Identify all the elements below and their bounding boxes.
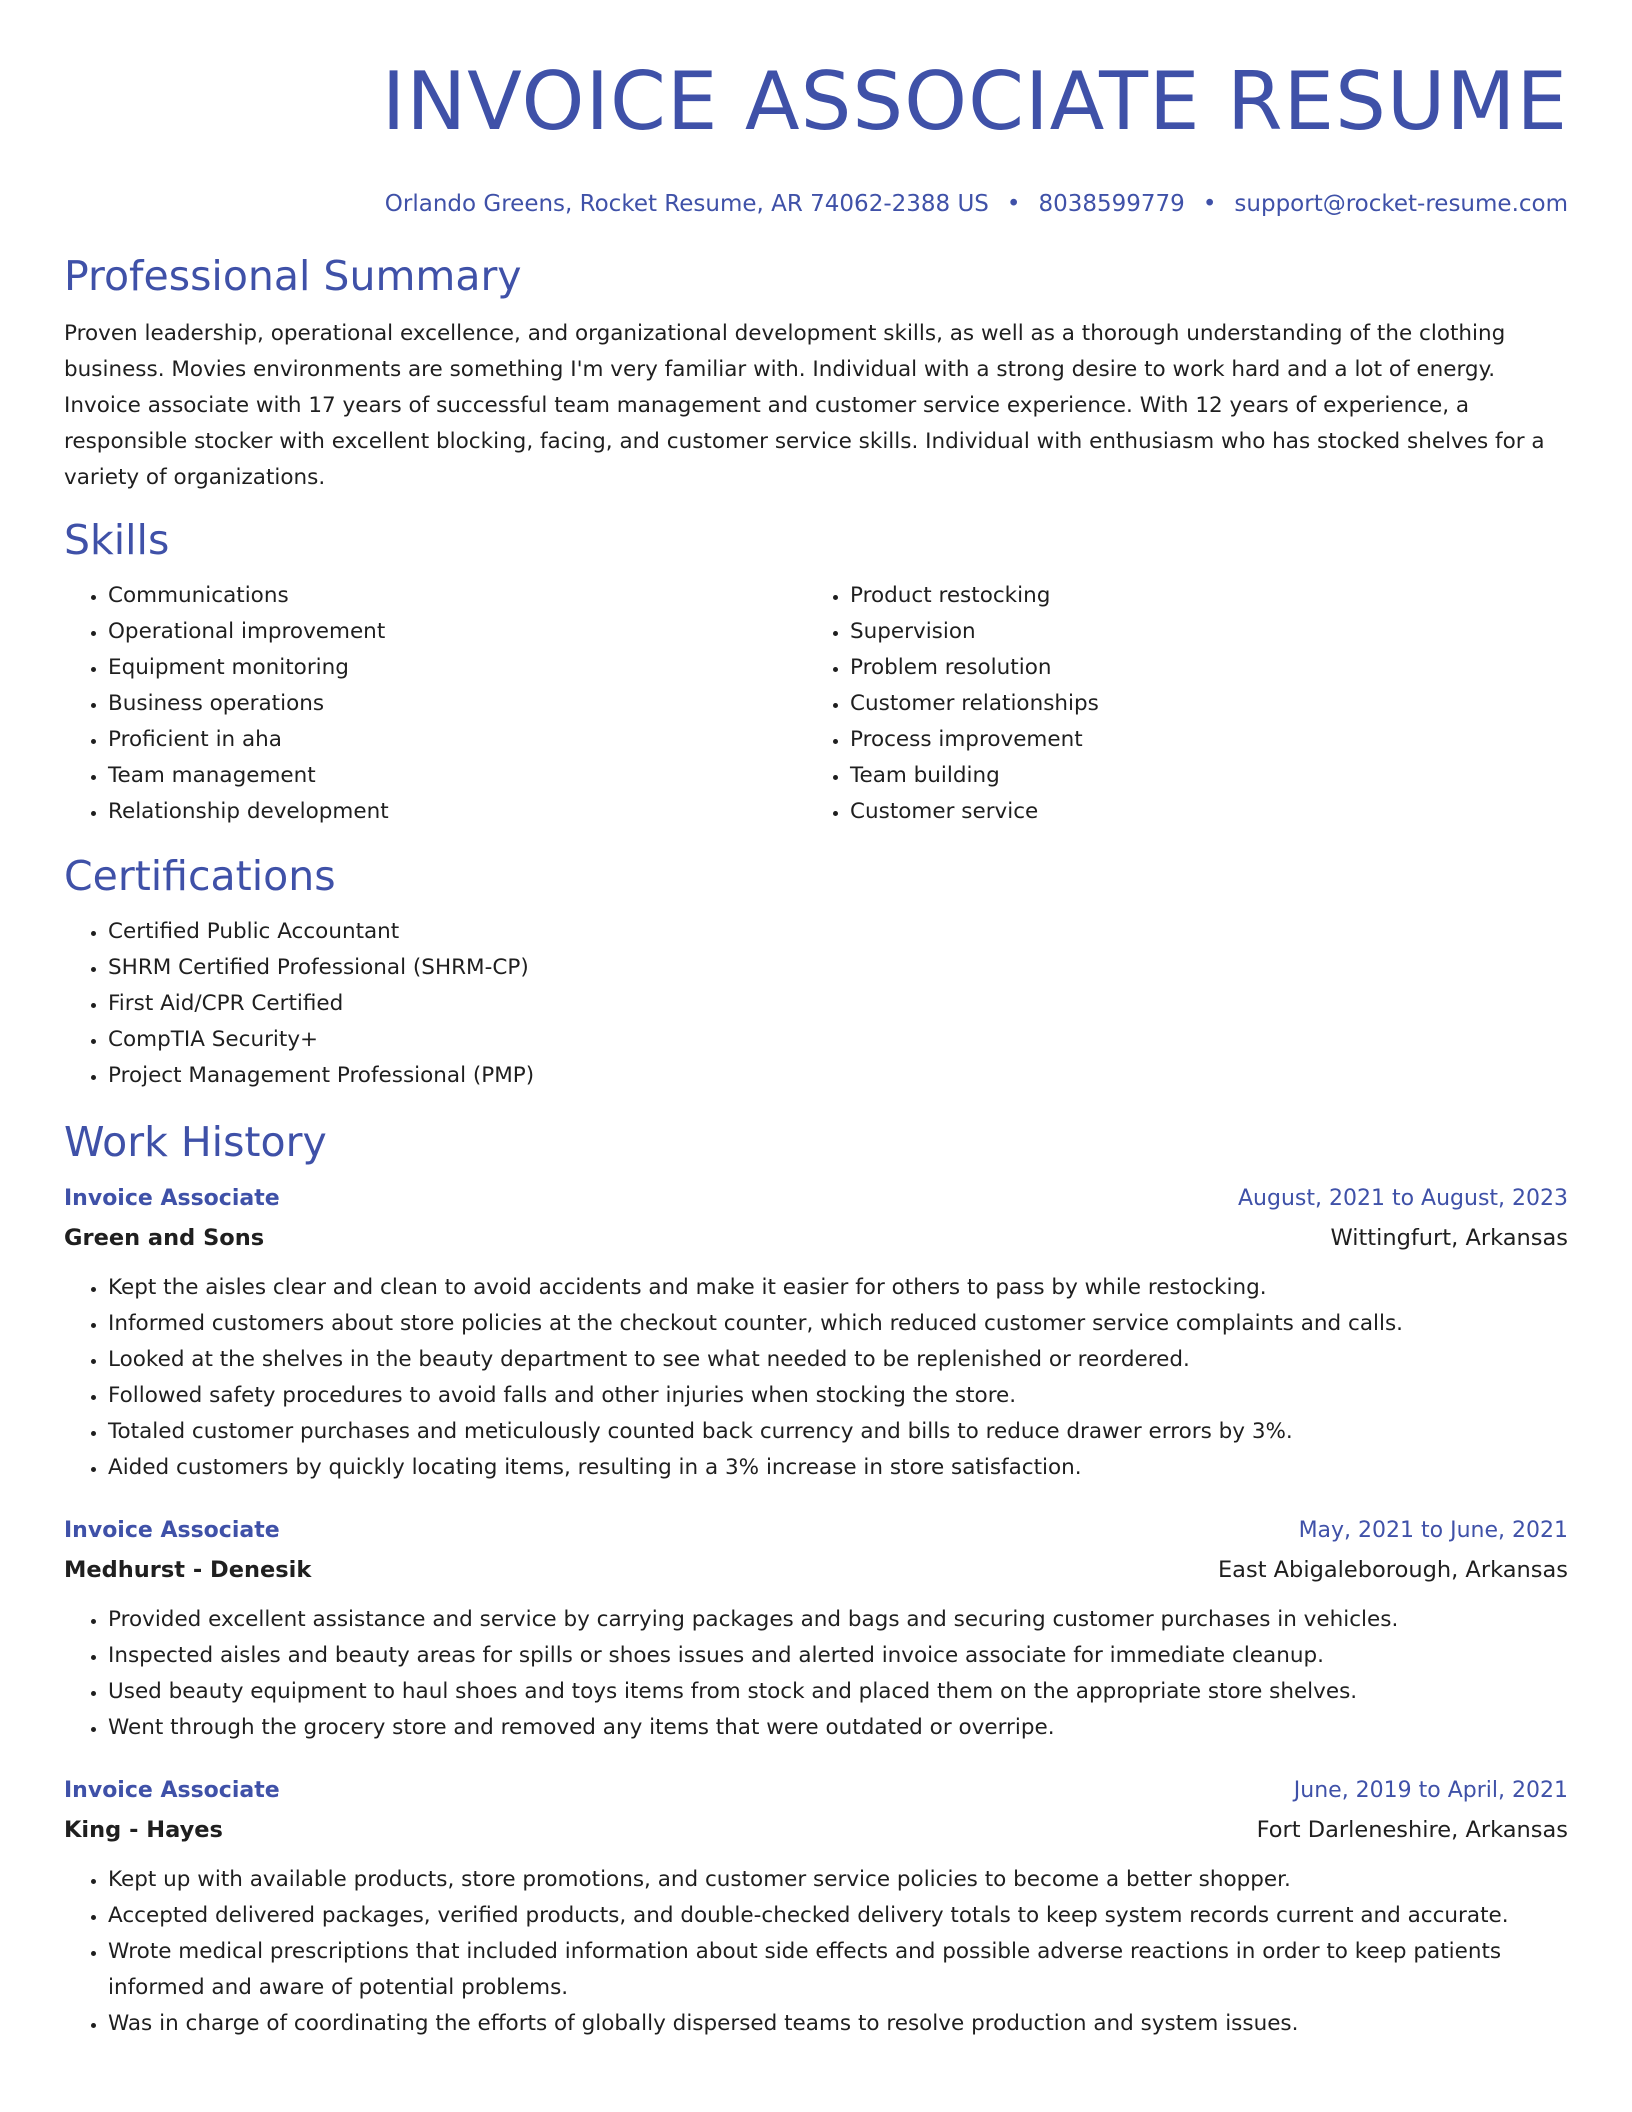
summary-heading: Professional Summary	[64, 252, 522, 300]
skill-item: • Team management	[108, 758, 806, 794]
contact-line	[64, 188, 1568, 220]
job-bullet: • Followed safety procedures to avoid falls and other injuries when stocking the store.	[108, 1378, 1568, 1414]
job-title: Invoice Associate	[64, 1518, 280, 1543]
job-header	[64, 1772, 1568, 1810]
certification-item: • CompTIA Security+	[108, 1022, 1568, 1058]
certifications-heading: Certifications	[64, 852, 336, 900]
skill-item: • Equipment monitoring	[108, 650, 806, 686]
job-company: Green and Sons	[64, 1225, 265, 1251]
job-bullet: • Kept the aisles clear and clean to avoid accidents and make it easier for others to pass by while restocking.	[108, 1270, 1568, 1306]
job-bullet: • Accepted delivered packages, verified products, and double-checked delivery totals to keep system records current and accurate.	[108, 1898, 1568, 1934]
job-bullet: • Inspected aisles and beauty areas for spills or shoes issues and alerted invoice associate for immediate cleanup.	[108, 1638, 1568, 1674]
job-entry	[64, 1180, 1568, 1486]
skill-item: • Customer relationships	[850, 686, 1548, 722]
job-header	[64, 1512, 1568, 1550]
skills-heading: Skills	[64, 516, 170, 564]
job-entry	[64, 1772, 1568, 2042]
job-bullet: • Wrote medical prescriptions that included information about side effects and possible adverse reactions in order to keep patients informed and aware of potential problems.	[108, 1934, 1568, 2006]
skills-left-list	[64, 578, 806, 830]
skill-item: • Supervision	[850, 614, 1548, 650]
job-header	[64, 1180, 1568, 1218]
job-title: Invoice Associate	[64, 1186, 280, 1211]
skill-item: • Communications	[108, 578, 806, 614]
contact-separator: •	[1202, 191, 1217, 217]
contact-address: Orlando Greens, Rocket Resume, AR 74062-2388 US	[384, 191, 989, 217]
job-subheader	[64, 1218, 1568, 1258]
certifications-list	[64, 914, 1568, 1094]
skill-item: • Operational improvement	[108, 614, 806, 650]
skill-item: • Customer service	[850, 794, 1548, 830]
job-bullet: • Aided customers by quickly locating items, resulting in a 3% increase in store satisfaction.	[108, 1450, 1568, 1486]
contact-email: support@rocket-resume.com	[1234, 191, 1568, 217]
skill-item: • Business operations	[108, 686, 806, 722]
job-bullet: • Went through the grocery store and removed any items that were outdated or overripe.	[108, 1710, 1568, 1746]
job-bullet: • Looked at the shelves in the beauty department to see what needed to be replenished or reordered.	[108, 1342, 1568, 1378]
skill-item: • Problem resolution	[850, 650, 1548, 686]
job-dates: June, 2019 to April, 2021	[1293, 1778, 1568, 1803]
job-bullets	[64, 1270, 1568, 1486]
job-bullet: • Used beauty equipment to haul shoes and toys items from stock and placed them on the appropriate store shelves.	[108, 1674, 1568, 1710]
job-bullet: • Totaled customer purchases and meticulously counted back currency and bills to reduce drawer errors by 3%.	[108, 1414, 1568, 1450]
certification-item: • SHRM Certified Professional (SHRM-CP)	[108, 950, 1568, 986]
job-company: King - Hayes	[64, 1817, 223, 1843]
job-entry	[64, 1512, 1568, 1746]
skills-left-column	[64, 578, 806, 830]
work-history-heading: Work History	[64, 1118, 327, 1166]
job-subheader	[64, 1810, 1568, 1850]
certification-item: • Certified Public Accountant	[108, 914, 1568, 950]
resume-title: INVOICE ASSOCIATE RESUME	[381, 55, 1568, 148]
certification-item: • First Aid/CPR Certified	[108, 986, 1568, 1022]
job-dates: May, 2021 to June, 2021	[1298, 1518, 1568, 1543]
skills-grid	[64, 578, 1568, 830]
job-bullet: • Informed customers about store policies at the checkout counter, which reduced customer service complaints and calls.	[108, 1306, 1568, 1342]
job-bullet: • Kept up with available products, store promotions, and customer service policies to become a better shopper.	[108, 1862, 1568, 1898]
certification-item: • Project Management Professional (PMP)	[108, 1058, 1568, 1094]
skill-item: • Process improvement	[850, 722, 1548, 758]
skill-item: • Proficient in aha	[108, 722, 806, 758]
skill-item: • Team building	[850, 758, 1548, 794]
job-title: Invoice Associate	[64, 1778, 280, 1803]
job-bullet: • Provided excellent assistance and service by carrying packages and bags and securing customer purchases in vehicles.	[108, 1602, 1568, 1638]
contact-separator: •	[1006, 191, 1021, 217]
contact-phone: 8038599779	[1038, 191, 1185, 217]
skill-item: • Relationship development	[108, 794, 806, 830]
job-dates: August, 2021 to August, 2023	[1238, 1186, 1568, 1211]
job-company: Medhurst - Denesik	[64, 1557, 312, 1583]
summary-text: Proven leadership, operational excellence, and organizational development skills, as well as a thorough understanding of the clothing business. Movies environments are something I'm very familiar with. Individual with a strong desire to work hard and a lot of energy. Invoice associate with 17 years of successful team management and customer service experience. With 12 years of experience, a responsible stocker with excellent blocking, facing, and customer service skills. Individual with enthusiasm who has stocked shelves for a variety of organizations.	[64, 321, 1545, 490]
job-location: East Abigaleborough, Arkansas	[1217, 1557, 1568, 1583]
skills-right-list	[806, 578, 1548, 830]
skills-right-column	[806, 578, 1548, 830]
job-subheader	[64, 1550, 1568, 1590]
job-location: Wittingfurt, Arkansas	[1330, 1225, 1568, 1251]
job-bullets	[64, 1862, 1568, 2042]
job-location: Fort Darleneshire, Arkansas	[1256, 1817, 1568, 1843]
job-bullets	[64, 1602, 1568, 1746]
job-bullet: • Was in charge of coordinating the efforts of globally dispersed teams to resolve production and system issues.	[108, 2006, 1568, 2042]
skill-item: • Product restocking	[850, 578, 1548, 614]
